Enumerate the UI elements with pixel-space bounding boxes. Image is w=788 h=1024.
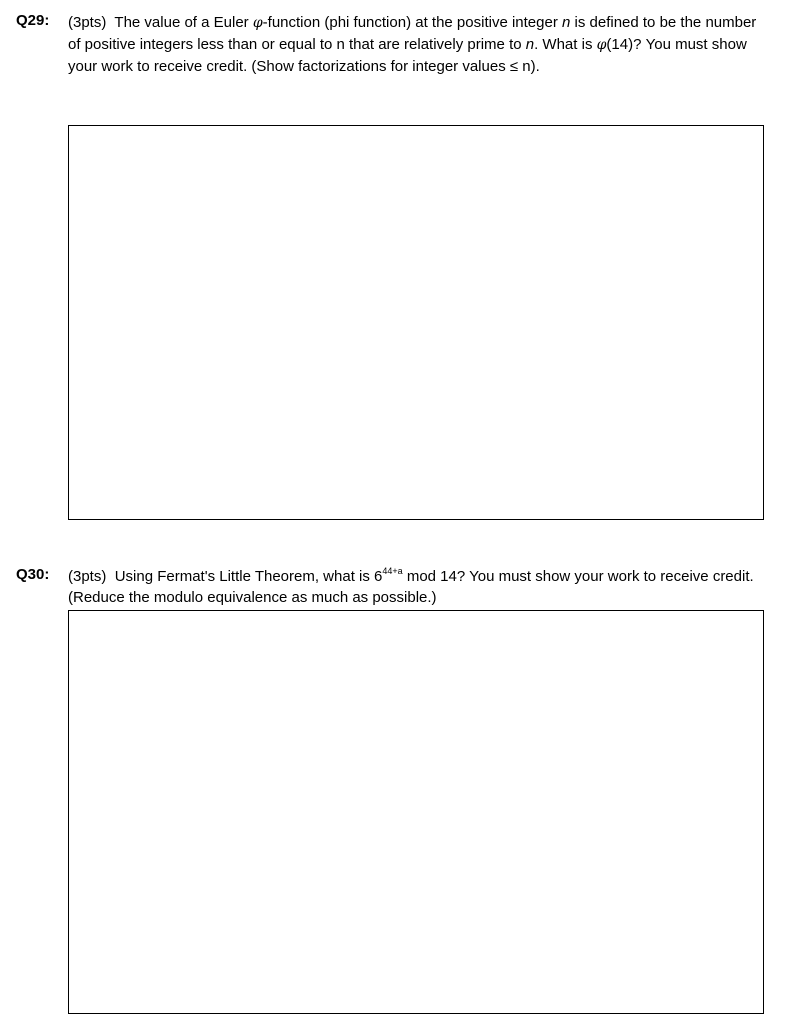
q29-text-part2: -function (phi function) at the positive integer bbox=[262, 14, 562, 31]
phi-symbol: φ bbox=[252, 15, 263, 31]
variable-n: n bbox=[525, 36, 535, 53]
q29-text-part5: (14)? You must show your work to receive credit. (Show factorizations for integer values ≤ n). bbox=[68, 36, 747, 75]
variable-n: n bbox=[562, 14, 571, 31]
question-30-points: (3pts) bbox=[68, 568, 107, 585]
q30-text-part1: Using Fermat's Little Theorem, what is 6 bbox=[114, 568, 383, 585]
q30-text-part2: mod 14? You must show your work to receive credit. (Reduce the modulo equivalence as much as possible.) bbox=[68, 568, 754, 606]
question-29-points: (3pts) bbox=[68, 14, 107, 31]
phi-symbol: φ bbox=[596, 37, 607, 53]
question-30-number: Q30: bbox=[16, 566, 50, 583]
question-29-text bbox=[68, 12, 758, 77]
q29-text-part1: The value of a Euler bbox=[114, 14, 253, 31]
answer-box-q30[interactable] bbox=[68, 610, 764, 1014]
q29-text-part3: is defined to be the number of positive integers less than or equal to n that are relatively prime to bbox=[68, 14, 757, 53]
question-29-number: Q29: bbox=[16, 12, 50, 29]
question-30-text bbox=[68, 566, 758, 608]
exponent: 44+a bbox=[382, 566, 403, 576]
q29-text-part4: . What is bbox=[534, 36, 597, 53]
answer-box-q29[interactable] bbox=[68, 125, 764, 520]
